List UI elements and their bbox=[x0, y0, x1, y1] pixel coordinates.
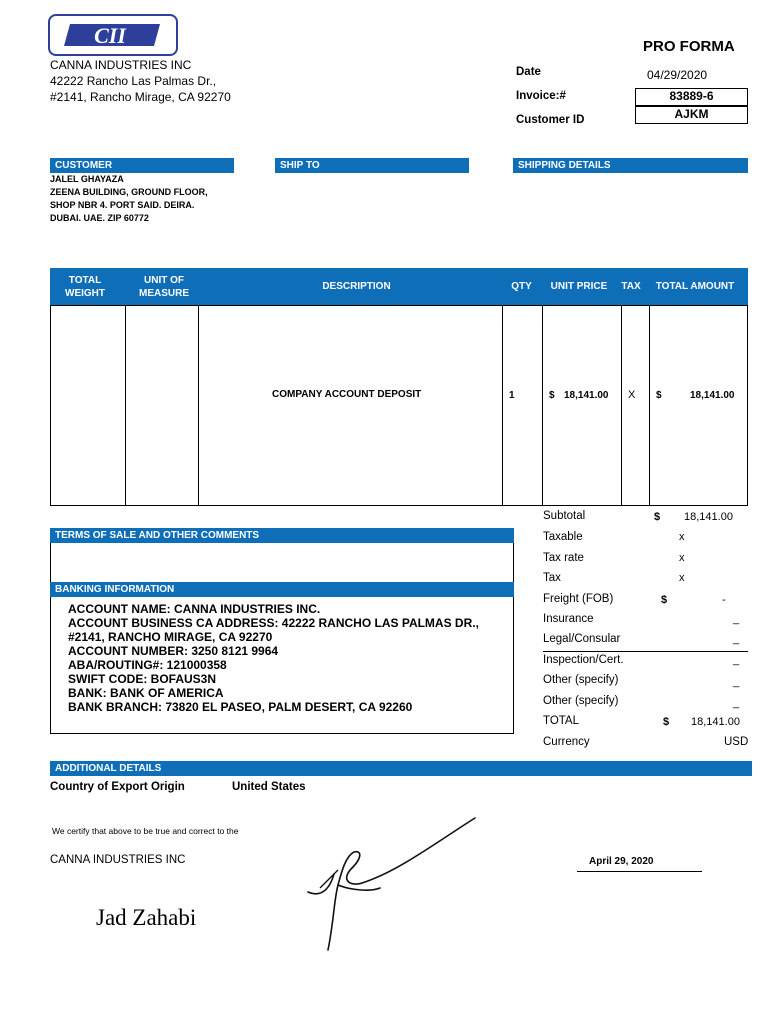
totals-divider bbox=[543, 651, 748, 652]
subtotal-value: 18,141.00 bbox=[684, 511, 733, 523]
bank-routing: ABA/ROUTING#: 121000358 bbox=[68, 658, 227, 672]
customer-id-label: Customer ID bbox=[516, 114, 585, 126]
bank-account-number: ACCOUNT NUMBER: 3250 8121 9964 bbox=[68, 644, 279, 658]
origin-label: Country of Export Origin bbox=[50, 781, 185, 793]
item-total: 18,141.00 bbox=[690, 390, 735, 401]
inspection-value: _ bbox=[733, 654, 740, 666]
customer-id-value: AJKM bbox=[635, 106, 748, 124]
bank-branch: BANK BRANCH: 73820 EL PASEO, PALM DESERT, CA 92260 bbox=[68, 700, 413, 714]
banking-info bbox=[68, 602, 479, 714]
item-tax: X bbox=[628, 389, 636, 401]
table-divider bbox=[198, 305, 199, 506]
item-description: COMPANY ACCOUNT DEPOSIT bbox=[272, 389, 422, 400]
tax-label: Tax bbox=[543, 572, 561, 584]
currency-value: USD bbox=[724, 736, 749, 748]
insurance-value: _ bbox=[733, 613, 740, 625]
customer-name: JALEL GHAYAZA bbox=[50, 174, 124, 184]
company-logo bbox=[48, 14, 178, 56]
item-unit-price-currency: $ bbox=[549, 390, 555, 401]
invoice-number: 83889-6 bbox=[635, 88, 748, 106]
insurance-label: Insurance bbox=[543, 613, 594, 625]
table-divider bbox=[621, 305, 622, 506]
certification-text: We certify that above to be true and correct to the bbox=[52, 826, 239, 836]
logo-text: CII bbox=[94, 23, 126, 48]
bank-business-address: ACCOUNT BUSINESS CA ADDRESS: 42222 RANCHO LAS PALMAS DR., bbox=[68, 616, 479, 630]
freight-value: - bbox=[722, 594, 726, 606]
table-divider bbox=[125, 305, 126, 506]
freight-label: Freight (FOB) bbox=[543, 593, 614, 605]
bank-swift: SWIFT CODE: BOFAUS3N bbox=[68, 672, 217, 686]
header-description: DESCRIPTION bbox=[208, 268, 505, 305]
signer-name: Jad Zahabi bbox=[96, 905, 197, 930]
total-value: 18,141.00 bbox=[691, 716, 740, 728]
table-divider bbox=[542, 305, 543, 506]
customer-info bbox=[50, 173, 208, 225]
line-items-table bbox=[50, 305, 748, 506]
bank-account-name: ACCOUNT NAME: CANNA INDUSTRIES INC. bbox=[68, 602, 321, 616]
customer-section-header: CUSTOMER bbox=[50, 158, 234, 173]
company-address-line2: #2141, Rancho Mirage, CA 92270 bbox=[50, 90, 231, 104]
bank-name: BANK: BANK OF AMERICA bbox=[68, 686, 224, 700]
table-divider bbox=[502, 305, 503, 506]
terms-section-header: TERMS OF SALE AND OTHER COMMENTS bbox=[50, 528, 514, 543]
date-label: Date bbox=[516, 66, 541, 78]
header-unit-price: UNIT PRICE bbox=[538, 268, 620, 305]
additional-details-header: ADDITIONAL DETAILS bbox=[50, 761, 752, 776]
taxable-label: Taxable bbox=[543, 531, 583, 543]
tax-rate-label: Tax rate bbox=[543, 552, 584, 564]
other1-value: _ bbox=[733, 676, 740, 688]
customer-address-line1: ZEENA BUILDING, GROUND FLOOR, bbox=[50, 187, 208, 197]
certification-date: April 29, 2020 bbox=[589, 856, 654, 867]
certification-company: CANNA INDUSTRIES INC bbox=[50, 854, 186, 866]
header-total-weight: TOTAL WEIGHT bbox=[50, 268, 120, 305]
bank-business-address-cont: #2141, RANCHO MIRAGE, CA 92270 bbox=[68, 630, 273, 644]
subtotal-currency: $ bbox=[654, 511, 661, 523]
signature-mark bbox=[290, 810, 490, 960]
other2-label: Other (specify) bbox=[543, 695, 619, 707]
item-total-currency: $ bbox=[656, 390, 662, 401]
subtotal-label: Subtotal bbox=[543, 510, 586, 522]
ship-to-section-header: SHIP TO bbox=[275, 158, 469, 173]
inspection-label: Inspection/Cert. bbox=[543, 654, 624, 666]
legal-label: Legal/Consular bbox=[543, 633, 621, 645]
currency-label: Currency bbox=[543, 736, 590, 748]
item-unit-price: 18,141.00 bbox=[564, 390, 609, 401]
tax-rate-value: x bbox=[679, 552, 685, 564]
header-total-amount: TOTAL AMOUNT bbox=[642, 268, 748, 305]
header-qty: QTY bbox=[505, 268, 538, 305]
invoice-label: Invoice:# bbox=[516, 90, 566, 102]
logo-mark bbox=[50, 16, 176, 54]
company-name: CANNA INDUSTRIES INC bbox=[50, 58, 192, 72]
total-label: TOTAL bbox=[543, 715, 579, 727]
customer-address-line3: DUBAI. UAE. ZIP 60772 bbox=[50, 213, 149, 223]
customer-address-line2: SHOP NBR 4. PORT SAID. DEIRA. bbox=[50, 200, 195, 210]
other2-value: _ bbox=[733, 697, 740, 709]
date-value: 04/29/2020 bbox=[647, 68, 708, 82]
total-currency: $ bbox=[663, 716, 670, 728]
header-tax: TAX bbox=[620, 268, 642, 305]
taxable-value: x bbox=[679, 531, 685, 543]
company-address-line1: 42222 Rancho Las Palmas Dr., bbox=[50, 74, 217, 88]
legal-value: _ bbox=[733, 633, 740, 645]
terms-box bbox=[50, 543, 514, 582]
table-divider bbox=[649, 305, 650, 506]
header-unit-of-measure: UNIT OF MEASURE bbox=[120, 268, 208, 305]
tax-value: x bbox=[679, 572, 685, 584]
company-address bbox=[50, 57, 231, 105]
date-underline bbox=[577, 871, 702, 872]
document-title: PRO FORMA bbox=[643, 38, 735, 55]
shipping-details-section-header: SHIPPING DETAILS bbox=[513, 158, 748, 173]
freight-currency: $ bbox=[661, 594, 668, 606]
item-qty: 1 bbox=[509, 390, 515, 401]
origin-value: United States bbox=[232, 781, 306, 793]
banking-section-header: BANKING INFORMATION bbox=[50, 582, 514, 597]
other1-label: Other (specify) bbox=[543, 674, 619, 686]
